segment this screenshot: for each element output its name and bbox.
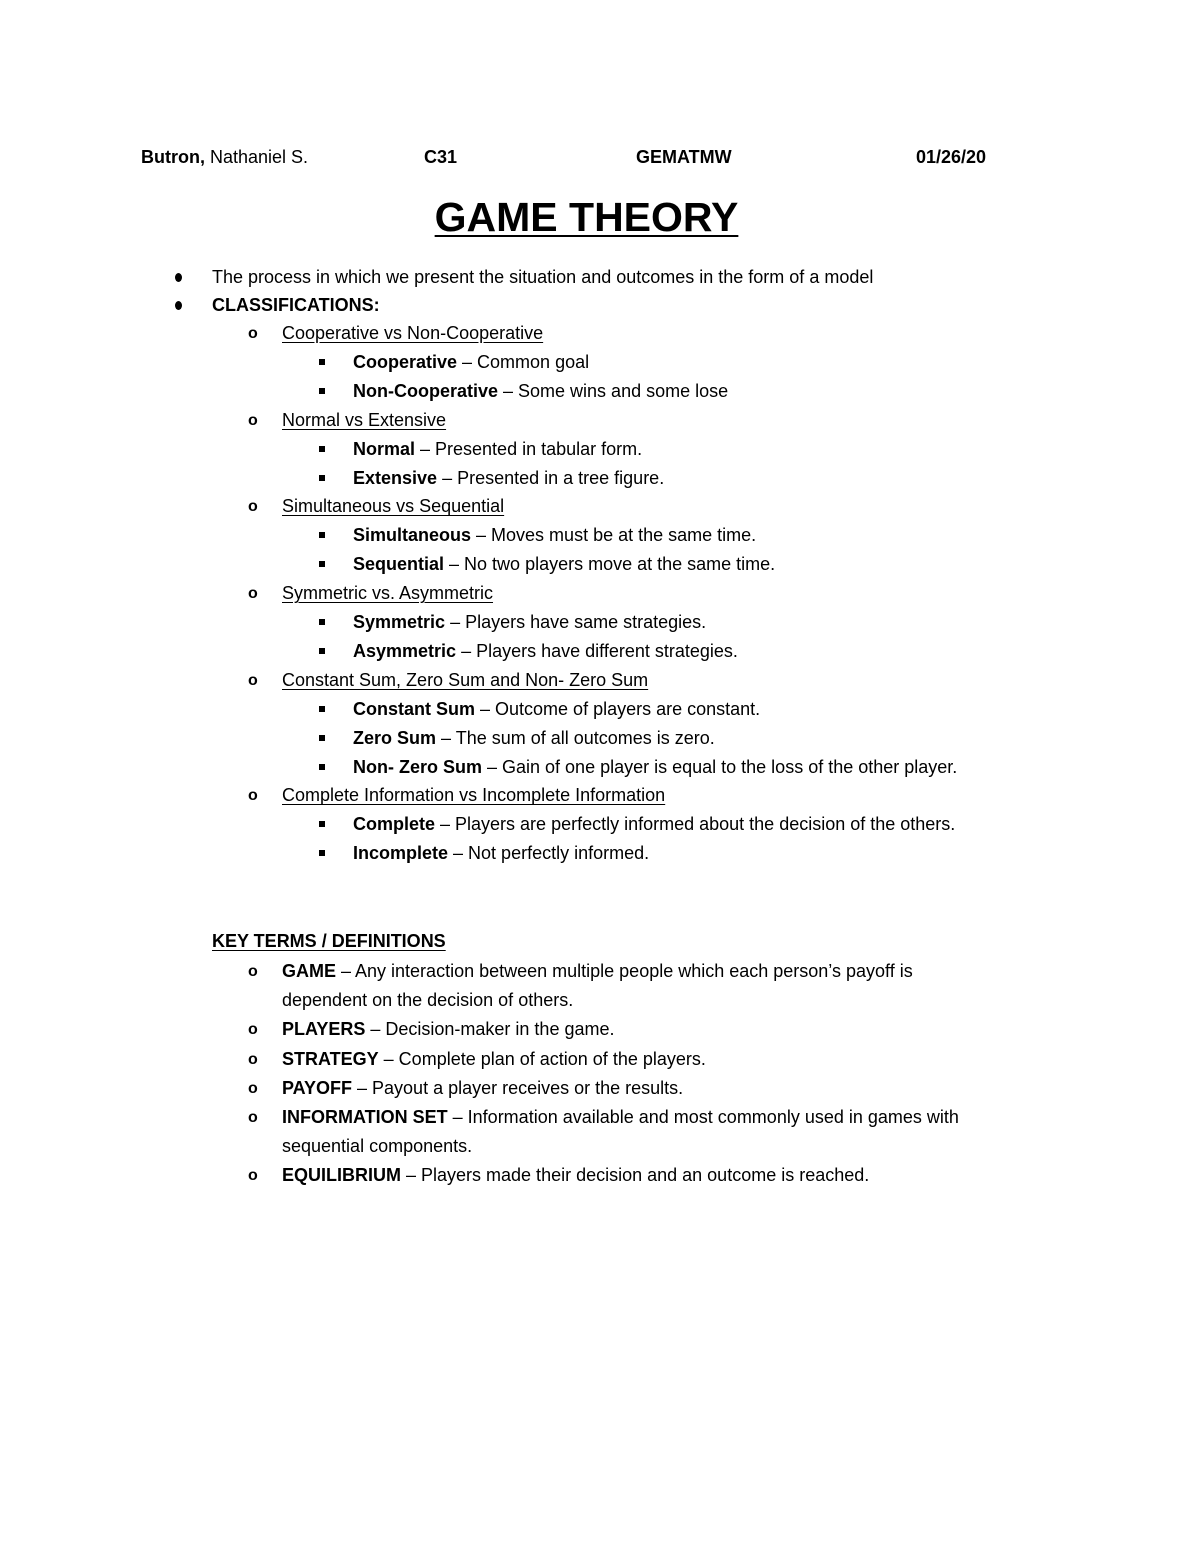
sublist-marker-icon: o [248,498,258,516]
key-term: STRATEGY [282,1048,379,1069]
classification-item [353,553,775,575]
item-definition: – Outcome of players are constant. [475,698,761,719]
classification-title-text: Cooperative vs Non-Cooperative [282,323,544,343]
classification-title [282,582,493,604]
key-term-item [282,1018,614,1040]
item-definition: – Moves must be at the same time. [471,525,757,546]
item-term: Symmetric [353,612,446,632]
key-term: INFORMATION SET [282,1107,448,1127]
square-bullet-icon [319,532,325,538]
item-term: Constant Sum [353,698,476,719]
key-term-definition: – Players made their decision and an outcome is reached. [401,1165,870,1186]
key-term-definition: – Payout a player receives or the results. [352,1077,684,1098]
classification-title [282,495,504,517]
intro-bullet-text: The process in which we present the situation and outcomes in the form of a model [212,267,874,287]
square-bullet-icon [319,706,325,712]
square-bullet-icon [319,388,325,394]
classification-title-text: Simultaneous vs Sequential [282,496,505,517]
list-marker-icon: o [248,1079,258,1097]
sublist-marker-icon: o [248,671,258,689]
classification-title [282,322,543,344]
square-bullet-icon [319,850,325,856]
item-definition: – Players have different strategies. [456,640,738,661]
classification-item [353,438,642,460]
item-term: Non-Cooperative [353,380,499,401]
item-definition: – Players have same strategies. [445,612,707,632]
item-definition: – The sum of all outcomes is zero. [436,727,715,748]
key-term-definition: – Information available and most commonly used in games with [447,1107,959,1127]
sublist-marker-icon: o [248,585,258,603]
item-definition: – Players are perfectly informed about the decision of the others. [435,814,956,835]
item-term: Asymmetric [353,640,457,661]
square-bullet-icon [319,648,325,654]
classification-item [353,842,649,864]
item-definition: – Not perfectly informed. [448,843,650,864]
key-term-item [282,1106,959,1128]
classification-item [353,611,706,633]
surname: Butron, [141,147,205,167]
key-term-item [282,1048,706,1070]
given-name: Nathaniel S. [204,147,309,167]
bullet-icon [175,273,182,282]
item-definition: – Gain of one player is equal to the loss of the other player. [482,756,958,777]
classification-item [353,698,760,720]
classification-title-text: Normal vs Extensive [282,409,447,430]
item-definition: – Presented in a tree figure. [437,467,665,488]
item-term: Cooperative [353,351,458,372]
student-name [141,146,308,168]
classification-title-text: Symmetric vs. Asymmetric [282,583,494,604]
bullet-icon [175,301,182,310]
classification-title-text: Complete Information vs Incomplete Information [282,785,666,806]
sublist-marker-icon: o [248,787,258,805]
square-bullet-icon [319,764,325,770]
item-term: Complete [353,814,436,835]
key-term: EQUILIBRIUM [282,1165,401,1186]
square-bullet-icon [319,446,325,452]
square-bullet-icon [319,475,325,481]
key-term-item [282,1164,869,1186]
item-term: Simultaneous [353,525,472,546]
square-bullet-icon [319,561,325,567]
classification-item [353,380,728,402]
list-marker-icon: o [248,1167,258,1185]
item-term: Normal [353,438,416,459]
key-term-definition: – Complete plan of action of the players. [378,1048,706,1069]
course-code: GEMATMW [636,147,732,167]
item-term: Sequential [353,554,445,575]
list-marker-icon: o [248,1021,258,1039]
square-bullet-icon [319,619,325,625]
classification-title [282,669,648,691]
key-term-definition: – Any interaction between multiple people which each person’s payoff is [336,961,913,981]
sublist-marker-icon: o [248,325,258,342]
item-definition: – No two players move at the same time. [444,554,776,575]
item-term: Zero Sum [353,727,437,748]
item-definition: – Presented in tabular form. [415,438,643,459]
classification-item [353,756,957,778]
classification-item [353,351,589,373]
list-marker-icon: o [248,963,258,980]
classification-item [353,524,756,546]
classification-item [353,813,955,835]
classifications-heading: CLASSIFICATIONS: [212,295,380,315]
key-term-continuation: sequential components. [282,1136,473,1157]
classification-title-text: Constant Sum, Zero Sum and Non- Zero Sum [282,669,649,690]
key-term-continuation: dependent on the decision of others. [282,990,574,1011]
key-term: GAME [282,961,336,981]
classification-title [282,784,665,806]
item-term: Non- Zero Sum [353,756,482,777]
date: 01/26/20 [916,147,987,167]
section-code: C31 [424,147,458,167]
square-bullet-icon [319,735,325,741]
item-definition: – Common goal [457,351,590,372]
key-terms-heading: KEY TERMS / DEFINITIONS [212,931,446,951]
key-term-definition: – Decision-maker in the game. [365,1019,615,1040]
list-marker-icon: o [248,1050,258,1068]
key-term: PAYOFF [282,1077,353,1098]
page-title: GAME THEORY [434,194,739,240]
list-marker-icon: o [248,1109,258,1126]
square-bullet-icon [319,359,325,365]
item-term: Extensive [353,467,438,488]
classification-title [282,409,446,431]
sublist-marker-icon: o [248,411,258,429]
item-definition: – Some wins and some lose [498,380,729,401]
classification-item [353,727,715,749]
item-term: Incomplete [353,843,449,864]
classification-item [353,467,664,489]
key-term-item [282,960,913,982]
square-bullet-icon [319,821,325,827]
classification-item [353,640,738,662]
key-term-item [282,1077,683,1099]
key-term: PLAYERS [282,1019,366,1040]
